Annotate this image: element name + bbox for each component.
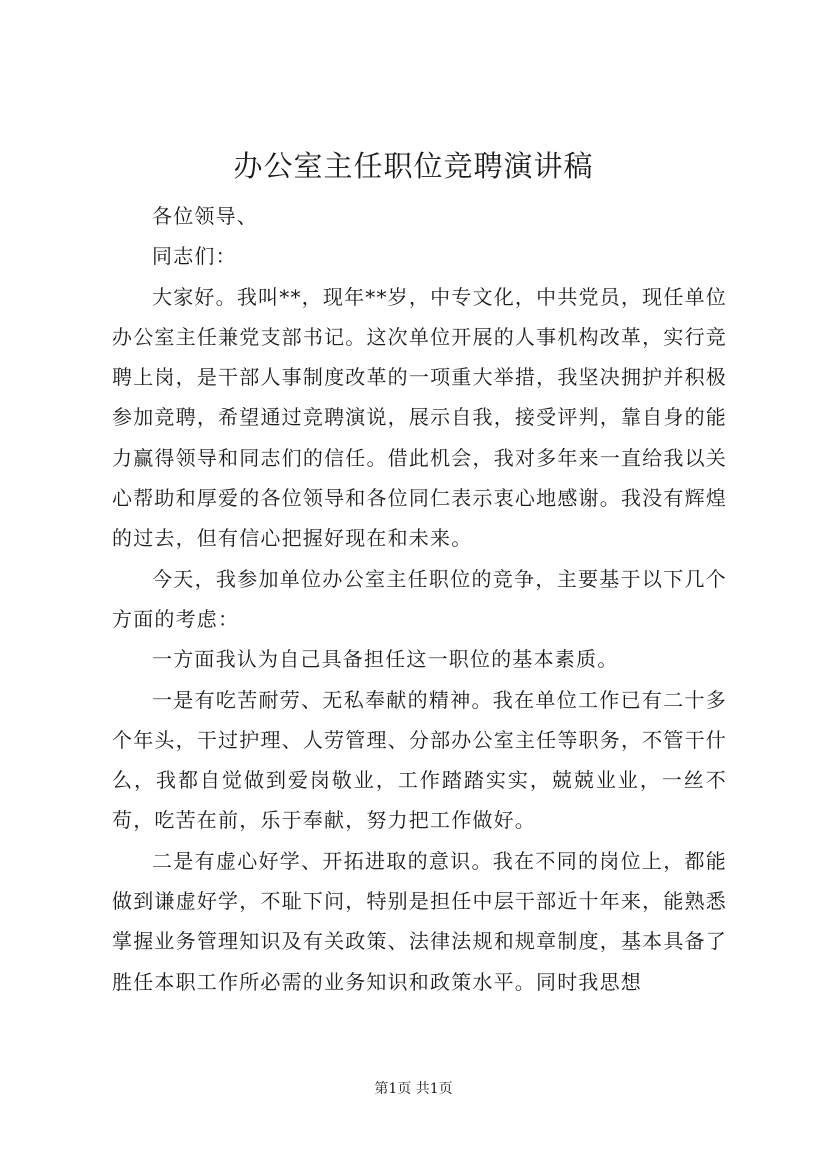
paragraph-reasons-intro: 今天，我参加单位办公室主任职位的竞争，主要基于以下几个方面的考虑： bbox=[112, 566, 727, 631]
salutation-leaders: 各位领导、 bbox=[152, 204, 258, 228]
paragraph-point-two: 二是有虚心好学、开拓进取的意识。我在不同的岗位上，都能做到谦虚好学，不耻下问，特别是担任中层干部近十年来，能熟悉掌握业务管理知识及有关政策、法律法规和规章制度，基本具备了胜任本职工作所必需的业务知识和政策水平。同时我思想 bbox=[112, 848, 727, 994]
page-number-footer: 第1页 共1页 bbox=[374, 1081, 453, 1097]
document-body bbox=[112, 196, 727, 1002]
paragraph-introduction: 大家好。我叫**，现年**岁，中专文化，中共党员，现任单位办公室主任兼党支部书记。这次单位开展的人事机构改革，实行竞聘上岗，是干部人事制度改革的一项重大举措，我坚决拥护并积极参加竞聘，希望通过竞聘演说，展示自我，接受评判，靠自身的能力赢得领导和同志们的信任。借此机会，我对多年来一直给我以关心帮助和厚爱的各位领导和各位同仁表示衷心地感谢。我没有辉煌的过去，但有信心把握好现在和未来。 bbox=[112, 284, 727, 551]
paragraph-basic-qualities: 一方面我认为自己具备担任这一职位的基本素质。 bbox=[152, 647, 619, 672]
document-title: 办公室主任职位竞聘演讲稿 bbox=[233, 149, 594, 183]
salutation-comrades: 同志们： bbox=[152, 244, 237, 269]
paragraph-point-one: 一是有吃苦耐劳、无私奉献的精神。我在单位工作已有二十多个年头，干过护理、人劳管理、分部办公室主任等职务，不管干什么，我都自觉做到爱岗敬业，工作踏踏实实，兢兢业业，一丝不苟，吃苦在前，乐于奉献，努力把工作做好。 bbox=[112, 687, 727, 833]
